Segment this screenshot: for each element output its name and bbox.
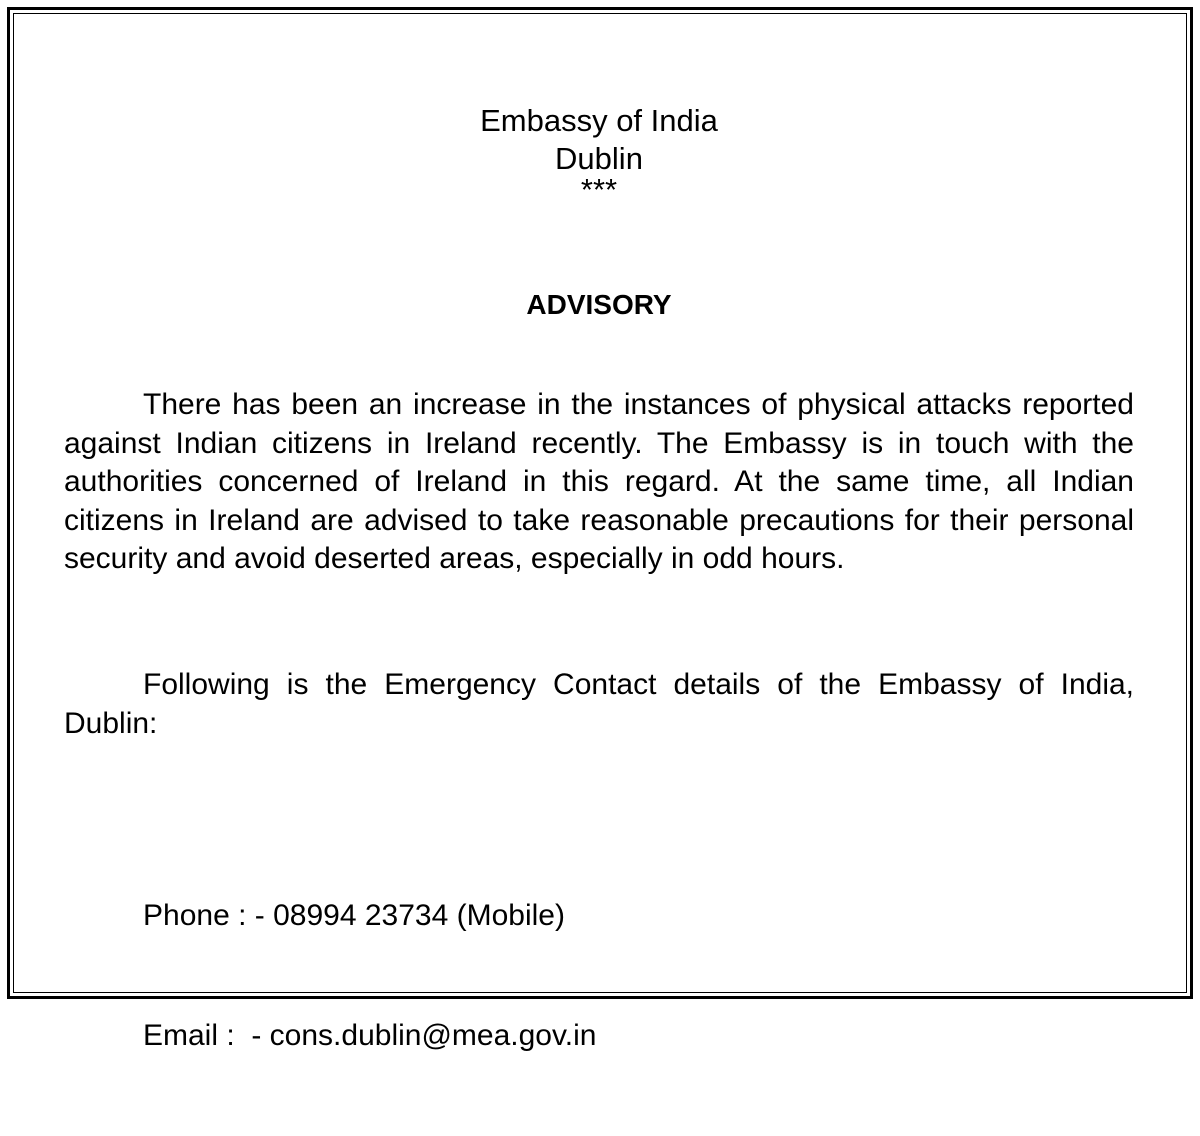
contact-intro-paragraph: Following is the Emergency Contact details of the Embassy of India, Dublin:: [64, 668, 1134, 740]
letterhead: [64, 102, 1134, 207]
advisory-paragraph: There has been an increase in the instances of physical attacks reported against Indian citizens in Ireland recently. The Embassy is in touch with the authorities concerned of Ireland in this regard. At the same time, all Indian citizens in Ireland are advised to take reasonable precautions for their personal security and avoid deserted areas, especially in odd hours.: [64, 388, 1134, 575]
contact-details: [143, 816, 596, 1136]
document-title: ADVISORY: [526, 289, 672, 320]
embassy-name: Embassy of India: [480, 103, 718, 138]
embassy-city: Dublin: [555, 141, 643, 176]
header-separator: ***: [580, 172, 618, 207]
phone-line: Phone : - 08994 23734 (Mobile): [143, 899, 565, 932]
email-line: Email : - cons.dublin@mea.gov.in: [143, 1019, 597, 1052]
